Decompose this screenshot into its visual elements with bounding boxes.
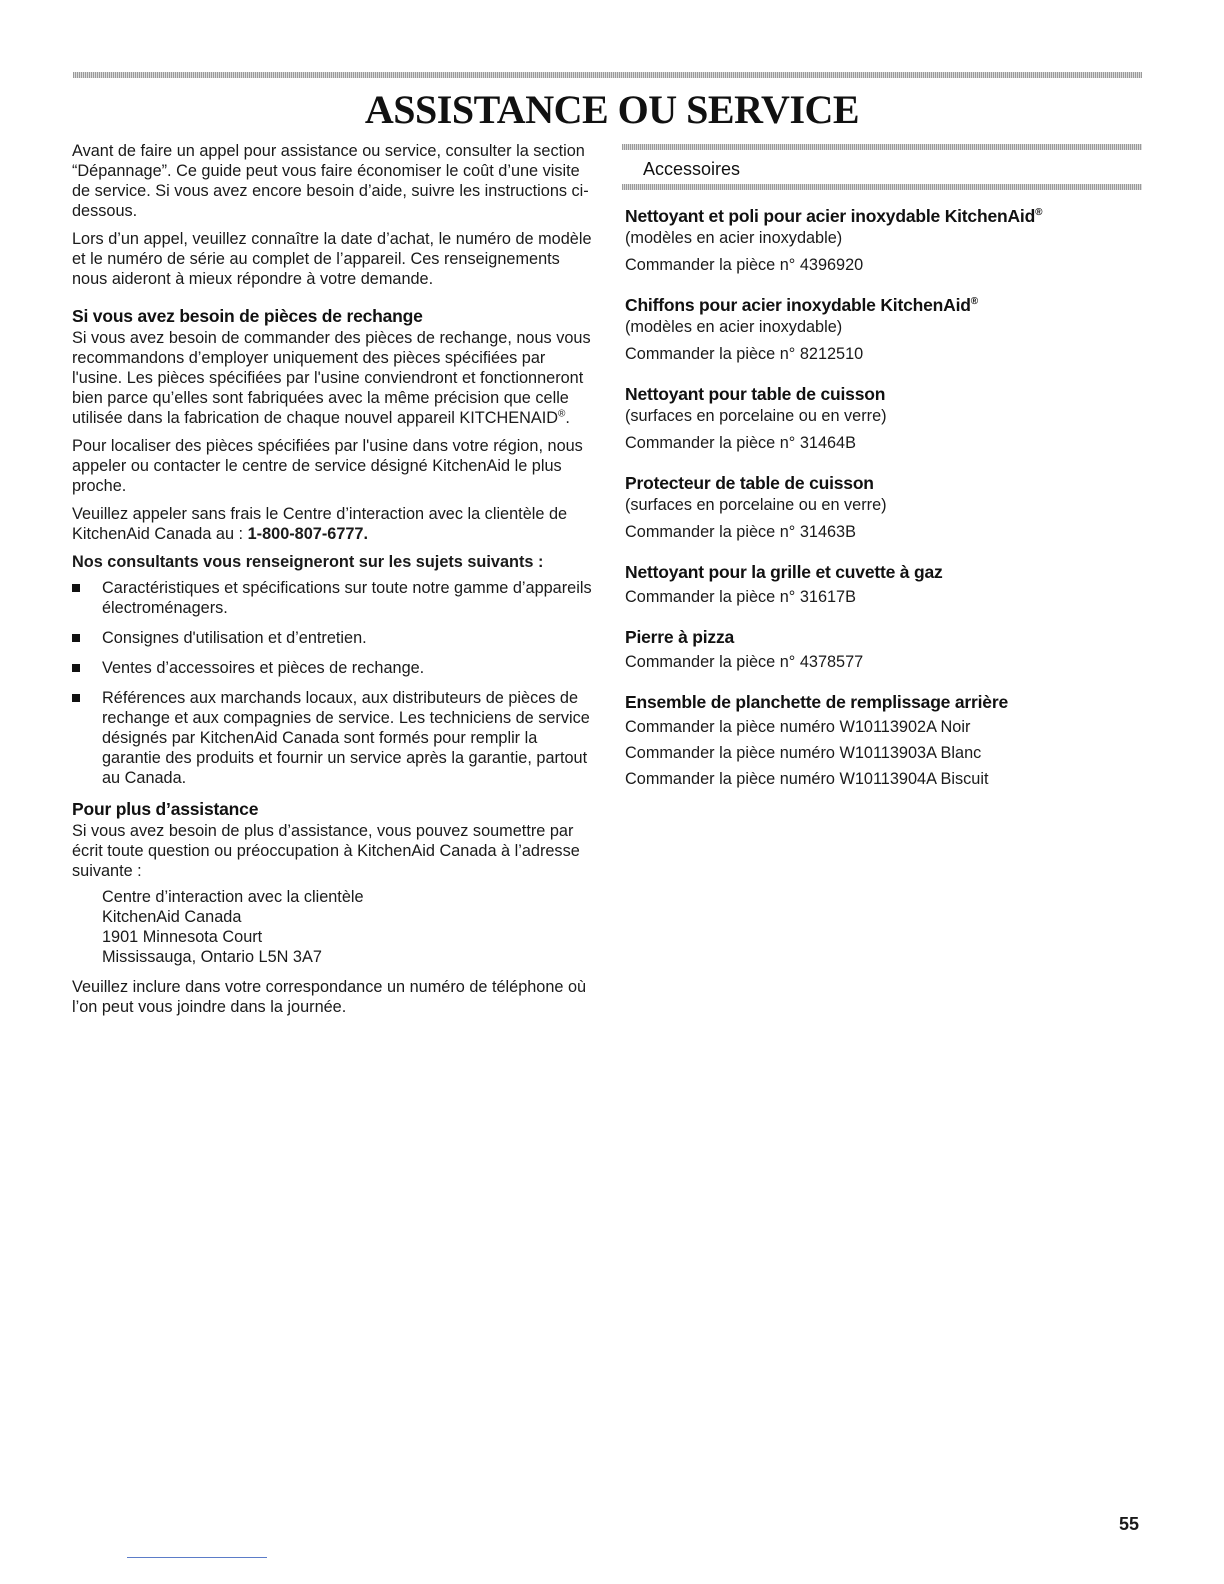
parts-heading: Si vous avez besoin de pièces de rechange [72,306,423,326]
bullet-icon [72,694,80,702]
accessories-header [625,141,1145,191]
intro-paragraph-2: Lors d’un appel, veuillez connaître la date d’achat, le numéro de modèle et le numéro de série au complet de l’appareil. Ces renseignements nous aideront à mieux répondre à votre demande. [72,230,592,288]
order-line: Commander la pièce n° 4396920 [625,256,864,274]
right-column [625,141,1145,808]
left-column [72,141,592,1017]
accessory-note: (surfaces en porcelaine ou en verre) [625,407,887,425]
accessory-title: Protecteur de table de cuisson [625,473,874,493]
accessory-title: Nettoyant pour la grille et cuvette à gaz [625,562,943,582]
accessory-title: Ensemble de planchette de remplissage arrière [625,692,1008,712]
order-line: Commander la pièce n° 31463B [625,523,856,541]
accessory-title: Chiffons pour acier inoxydable KitchenAid [625,295,971,315]
order-line: Commander la pièce n° 4378577 [625,653,864,671]
order-line: Commander la pièce n° 8212510 [625,345,864,363]
section-divider [622,184,1142,190]
list-item: Caractéristiques et spécifications sur toute notre gamme d’appareils électroménagers. [72,578,592,618]
page-title: ASSISTANCE OU SERVICE [364,87,860,132]
accessory-item: Chiffons pour acier inoxydable KitchenAid® (modèles en acier inoxydable) Commander la pièce n° 8212510 [625,294,1145,367]
accessory-title: Nettoyant pour table de cuisson [625,384,886,404]
parts-paragraph-2: Pour localiser des pièces spécifiées par l'usine dans votre région, nous appeler ou contacter le centre de service désigné KitchenAid le plus proche. [72,437,583,495]
order-line: Commander la pièce numéro W10113904A Biscuit [625,770,989,788]
intro-paragraph-1: Avant de faire un appel pour assistance ou service, consulter la section “Dépannage”. Ce guide peut vous faire économiser le coût d’une visite de service. Si vous avez encore besoin d’aide, suivre les instructions ci-dessous. [72,142,589,220]
accessory-title: Nettoyant et poli pour acier inoxydable KitchenAid [625,206,1036,226]
bullet-icon [72,664,80,672]
parts-paragraph-3: Veuillez appeler sans frais le Centre d’interaction avec la clientèle de KitchenAid Canada au : 1-800-807-6777. [72,505,568,543]
order-line: Commander la pièce n° 31464B [625,434,856,452]
order-line: Commander la pièce numéro W10113903A Blanc [625,744,982,762]
more-assistance-heading: Pour plus d’assistance [72,799,259,819]
accessory-item: Nettoyant et poli pour acier inoxydable KitchenAid® (modèles en acier inoxydable) Commander la pièce n° 4396920 [625,205,1145,278]
footer-link-underline [127,1557,267,1558]
page-number: 55 [1119,1514,1140,1534]
mailing-address [72,887,592,967]
accessory-item [625,383,1145,456]
accessory-item [625,626,1145,675]
address-line: 1901 Minnesota Court [102,928,263,946]
order-line: Commander la pièce numéro W10113902A Noir [625,718,971,736]
accessory-title: Pierre à pizza [625,627,735,647]
bullet-icon [72,584,80,592]
list-item: Ventes d’accessoires et pièces de rechange. [72,658,592,678]
phone-number: 1-800-807-6777. [247,525,369,543]
topics-list [72,578,592,788]
list-item: Consignes d'utilisation et d’entretien. [72,628,592,648]
top-divider [73,72,1142,78]
more-assistance-paragraph: Si vous avez besoin de plus d’assistance, vous pouvez soumettre par écrit toute question ou préoccupation à KitchenAid Canada à l’adresse suivante : [72,822,580,880]
accessory-note: (modèles en acier inoxydable) [625,318,843,336]
list-item: Références aux marchands locaux, aux distributeurs de pièces de rechange et aux compagnies de service. Les techniciens de service désignés par KitchenAid Canada sont formés pour remplir la garantie des produits et fournir un service après la garantie, partout au Canada. [72,688,592,788]
consultants-heading: Nos consultants vous renseigneront sur les sujets suivants : [72,553,544,571]
accessory-item [625,561,1145,610]
section-divider [622,144,1142,150]
parts-paragraph-1: Si vous avez besoin de commander des pièces de rechange, nous vous recommandons d’employer uniquement des pièces spécifiées par l'usine. Les pièces spécifiées par l'usine conviendront et fonctionneront bien parce qu’elles sont fabriquées avec la même précision que celle utilisée dans la fabrication de chaque nouvel appareil KITCHENAID®. [72,329,591,427]
order-line: Commander la pièce n° 31617B [625,588,856,606]
closing-paragraph: Veuillez inclure dans votre correspondance un numéro de téléphone où l’on peut vous joindre dans la journée. [72,978,587,1016]
accessory-note: (surfaces en porcelaine ou en verre) [625,496,887,514]
accessory-item [625,691,1145,792]
address-line: Centre d’interaction avec la clientèle [102,888,364,906]
accessories-title: Accessoires [643,159,741,179]
address-line: KitchenAid Canada [102,908,242,926]
accessory-item [625,472,1145,545]
bullet-icon [72,634,80,642]
accessory-note: (modèles en acier inoxydable) [625,229,843,247]
address-line: Mississauga, Ontario L5N 3A7 [102,948,322,966]
